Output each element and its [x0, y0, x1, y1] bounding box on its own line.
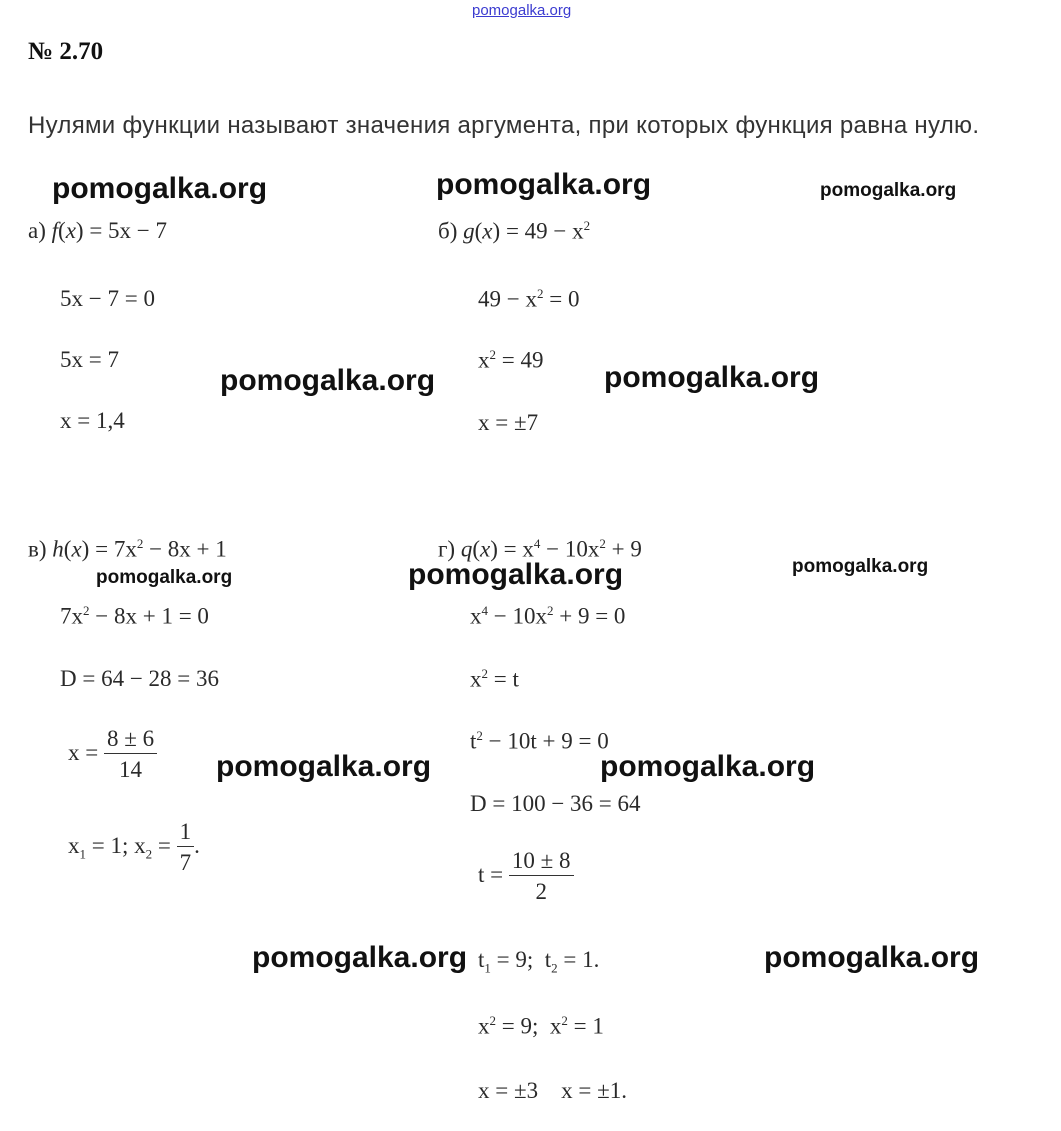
part-v-root-den: 14 [119, 757, 143, 783]
part-g-arg: x [480, 536, 491, 562]
part-v-discriminant: D = 64 − 28 = 36 [60, 666, 220, 691]
part-g-final-a: x = ±3 [478, 1078, 539, 1103]
part-v-x2-eq: = [152, 832, 171, 858]
part-g-rhs-exp2: 2 [599, 536, 606, 551]
part-v-heading: в) $h(x) = 7x^2 - 8x + 1$ [28, 536, 227, 562]
part-v-step-1-tail: − 8x + 1 = 0 [89, 603, 209, 629]
part-v-x2-den: 7 [179, 850, 192, 876]
part-g-root-lhs: t = [478, 861, 504, 887]
part-b-step-1-exp: 2 [536, 286, 544, 301]
part-g-heading: г) $q(x) = x^4 - 10x^2 + 9$ [438, 536, 642, 562]
part-g-t2-val: = 1. [557, 947, 600, 972]
watermark: pomogalka.org [220, 364, 436, 397]
watermark: pomogalka.org [96, 567, 233, 588]
part-v-step-1-exp: 2 [83, 603, 90, 618]
part-a-step-3: x = 1,4 [60, 408, 125, 433]
part-v-x2-num: 1 [177, 820, 195, 847]
problem-title: № 2.70 [28, 38, 104, 65]
part-g-label: г) [438, 536, 456, 562]
part-g-back-a-exp: 2 [489, 1013, 496, 1028]
part-b-arg: x [482, 218, 493, 244]
part-g-rhs-head: = x [503, 536, 534, 562]
watermark: pomogalka.org [820, 180, 957, 201]
part-g-t2: t [544, 947, 552, 972]
part-g-discriminant: D = 100 − 36 = 64 [470, 791, 641, 816]
watermark: pomogalka.org [408, 558, 624, 591]
part-b-rhs: = 49 − x [505, 218, 584, 244]
part-v-x2: x [134, 832, 146, 858]
part-g-step-1-tail: + 9 = 0 [553, 603, 626, 629]
part-g-root-formula [478, 849, 574, 904]
part-g-rhs-mid: − 10x [540, 536, 600, 562]
part-g-back-a: x [478, 1013, 490, 1039]
part-g-step-1-exp2: 2 [546, 603, 554, 618]
watermark: pomogalka.org [252, 941, 468, 974]
part-g-step-1 [470, 603, 625, 630]
part-g-back-substitution [478, 1013, 604, 1040]
part-g-step-1-exp1: 4 [481, 603, 488, 618]
part-v-step-1 [60, 603, 209, 630]
part-g-rhs-exp1: 4 [533, 536, 541, 551]
part-v-root-fraction [104, 727, 157, 782]
part-g-back-b-tail: = 1 [567, 1013, 604, 1039]
part-a-arg: x [65, 218, 76, 243]
part-b-heading: б) $g(x) = 49 - x^2$ [438, 218, 591, 244]
part-v-root-num: 8 ± 6 [104, 727, 157, 754]
part-b-step-2 [478, 347, 543, 374]
part-v-root-formula [68, 727, 157, 782]
watermark: pomogalka.org [216, 750, 432, 783]
part-a-label: а) [28, 218, 46, 243]
watermark: pomogalka.org [792, 556, 929, 577]
part-g-t-roots [478, 947, 599, 977]
part-v-x1: x [68, 832, 80, 858]
part-v-x1-val: = 1; [86, 832, 129, 858]
part-a-func-name: f [51, 218, 59, 243]
part-v-x2-sub: 2 [145, 846, 153, 862]
part-g-rhs-tail: + 9 [605, 536, 642, 562]
part-v-rhs-tail: − 8x + 1 [143, 536, 227, 562]
watermark: pomogalka.org [600, 750, 816, 783]
part-b-step-1-base: 49 − x [478, 286, 537, 312]
part-v-label: в) [28, 536, 47, 562]
part-a-heading: а) f(x) = 5x − 7 [28, 218, 168, 243]
part-v-rhs-exp: 2 [136, 536, 144, 551]
part-b-rhs-exp: 2 [583, 218, 591, 233]
part-g-func-name: q [460, 536, 473, 562]
part-b-step-2-exp: 2 [489, 347, 496, 362]
watermark: pomogalka.org [52, 172, 268, 205]
part-v-arg: x [71, 536, 82, 562]
part-g-final [478, 1078, 627, 1104]
part-g-root-den: 2 [535, 879, 547, 905]
part-a-rhs: = 5x − 7 [89, 218, 168, 243]
part-b-step-1 [478, 286, 579, 313]
part-g-root-fraction [509, 849, 574, 904]
part-g-t2-sub: 2 [551, 960, 558, 976]
part-v-x2-fraction [177, 820, 195, 875]
part-g-t1-sub: 1 [484, 960, 491, 976]
part-g-sub-tail: = t [488, 666, 519, 692]
part-g-root-num: 10 ± 8 [509, 849, 574, 876]
part-g-quad-base: t [470, 728, 477, 754]
part-v-roots-end: . [194, 832, 200, 858]
part-b-label: б) [438, 218, 458, 244]
part-v-rhs-head: = 7x [95, 536, 137, 562]
part-g-step-1-head: x [470, 603, 482, 629]
part-g-back-b: x [549, 1013, 562, 1039]
part-g-step-1-mid: − 10x [488, 603, 547, 629]
part-v-step-1-head: 7x [60, 603, 83, 629]
part-g-sub-base: x [470, 666, 482, 692]
part-g-substitution [470, 666, 519, 693]
part-a-step-1: 5x − 7 = 0 [60, 286, 155, 311]
part-v-roots [68, 820, 200, 875]
part-b-step-2-base: x [478, 347, 490, 373]
part-b-func-name: g [463, 218, 475, 244]
part-a-step-2: 5x = 7 [60, 347, 119, 372]
part-b-step-2-tail: = 49 [496, 347, 544, 373]
watermark: pomogalka.org [436, 168, 652, 201]
watermark: pomogalka.org [604, 361, 820, 394]
part-b-step-1-tail: = 0 [543, 286, 580, 312]
part-g-quadratic [470, 728, 609, 755]
part-g-back-b-exp: 2 [561, 1013, 568, 1028]
part-v-func-name: h [52, 536, 64, 562]
part-v-x1-sub: 1 [79, 846, 86, 862]
intro-text: Нулями функции называют значения аргумента, при которых функция равна нулю. [28, 112, 980, 139]
part-g-t1: t [478, 947, 485, 972]
part-g-quad-exp: 2 [476, 728, 483, 743]
part-g-back-a-tail: = 9; [496, 1013, 539, 1039]
part-g-final-b: x = ±1. [561, 1078, 627, 1103]
site-link[interactable]: pomogalka.org [472, 2, 572, 19]
part-g-quad-tail: − 10t + 9 = 0 [482, 728, 609, 754]
part-g-sub-exp: 2 [481, 666, 488, 681]
part-b-step-3: x = ±7 [478, 410, 539, 435]
watermark: pomogalka.org [764, 941, 980, 974]
part-v-root-lhs: x = [68, 739, 99, 765]
part-g-t1-val: = 9; [490, 947, 534, 972]
